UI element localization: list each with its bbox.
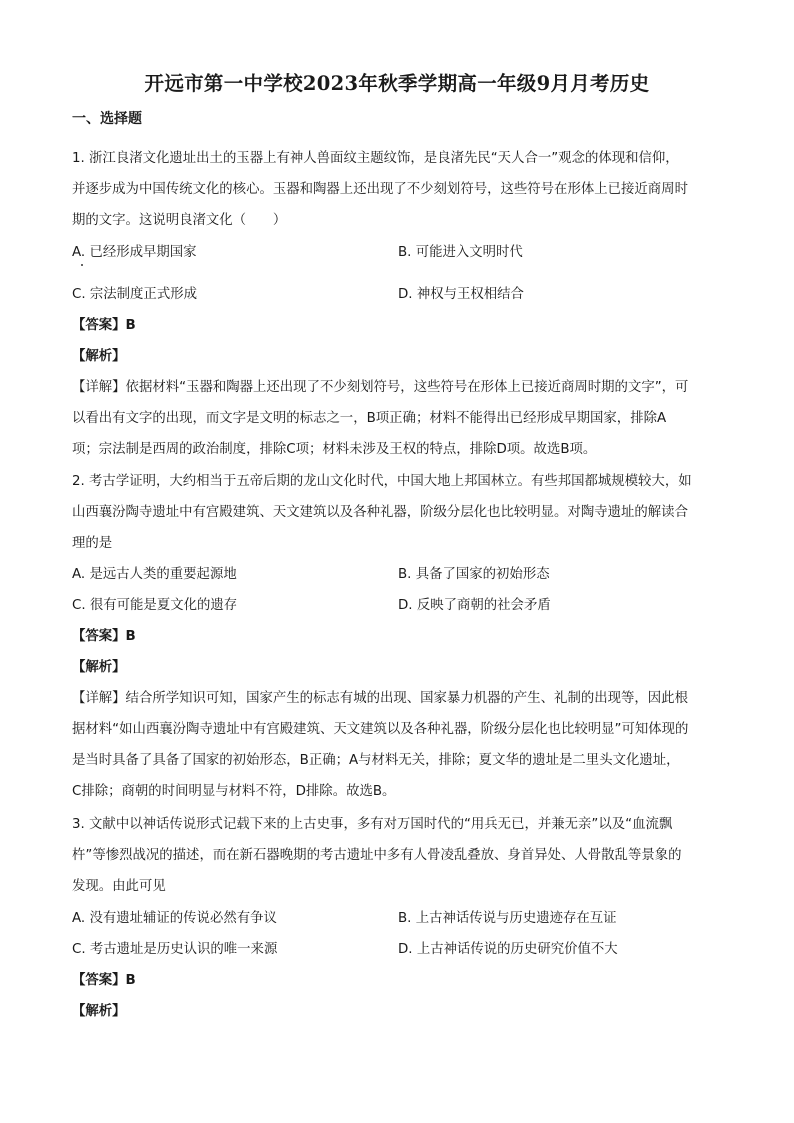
q1-answer: 【答案】B [72, 318, 136, 333]
q2-detail-line: C排除；商朝的时间明显与材料不符，D排除。故选B。 [72, 784, 396, 799]
q2-stem-line: 理的是 [72, 536, 113, 551]
q1-option-c: C. 宗法制度正式形成 [72, 287, 197, 302]
page-title: 开远市第一中学校2023年秋季学期高一年级9月月考历史 [144, 72, 650, 95]
q2-option-d: D. 反映了商朝的社会矛盾 [398, 598, 551, 613]
q1-detail-line: 【详解】依据材料“玉器和陶器上还出现了不少刻划符号，这些符号在形体上已接近商周时期的文字”，可 [72, 380, 689, 395]
section-heading: 一、选择题 [72, 111, 142, 127]
q3-stem-line: 3. 文献中以神话传说形式记载下来的上古史事，多有对万国时代的“用兵无已，并兼无亲”以及“血流飘 [72, 817, 673, 832]
q1-detail-line: 项；宗法制是西周的政治制度，排除C项；材料未涉及王权的特点，排除D项。故选B项。 [72, 442, 597, 457]
q1-detail-line: 以看出有文字的出现，而文字是文明的标志之一，B项正确；材料不能得出已经形成早期国家，排除A [72, 411, 667, 426]
q3-stem-line: 发现。由此可见 [72, 879, 166, 894]
q3-option-b: B. 上古神话传说与历史遗迹存在互证 [398, 911, 617, 926]
q2-detail-line: 是当时具备了具备了国家的初始形态，B正确；A与材料无关，排除；夏文华的遗址是二里头文化遗址， [72, 753, 680, 768]
q1-stem-line: 期的文字。这说明良渚文化（ ） [72, 213, 287, 228]
q3-option-c: C. 考古遗址是历史认识的唯一来源 [72, 942, 278, 957]
stray-dot [81, 264, 83, 266]
q3-analysis-label: 【解析】 [72, 1004, 126, 1019]
q2-option-a: A. 是远古人类的重要起源地 [72, 567, 237, 582]
q1-option-d: D. 神权与王权相结合 [398, 287, 524, 302]
q1-option-b: B. 可能进入文明时代 [398, 245, 523, 260]
q1-option-a: A. 已经形成早期国家 [72, 245, 197, 260]
q3-answer: 【答案】B [72, 973, 136, 988]
q1-stem-line: 并逐步成为中国传统文化的核心。玉器和陶器上还出现了不少刻划符号，这些符号在形体上已接近商周时 [72, 182, 688, 197]
q2-detail-line: 【详解】结合所学知识可知，国家产生的标志有城的出现、国家暴力机器的产生、礼制的出现等，因此根 [72, 691, 688, 706]
q2-option-b: B. 具备了国家的初始形态 [398, 567, 550, 582]
q2-detail-line: 据材料“如山西襄汾陶寺遗址中有宫殿建筑、天文建筑以及各种礼器，阶级分层化也比较明显”可知体现的 [72, 722, 689, 737]
q2-stem-line: 山西襄汾陶寺遗址中有宫殿建筑、天文建筑以及各种礼器，阶级分层化也比较明显。对陶寺遗址的解读合 [72, 505, 688, 520]
q3-option-d: D. 上古神话传说的历史研究价值不大 [398, 942, 618, 957]
q2-analysis-label: 【解析】 [72, 660, 126, 675]
q3-option-a: A. 没有遗址辅证的传说必然有争议 [72, 911, 277, 926]
q2-stem-line: 2. 考古学证明，大约相当于五帝后期的龙山文化时代，中国大地上邦国林立。有些邦国都城规模较大，如 [72, 474, 692, 489]
q2-answer: 【答案】B [72, 629, 136, 644]
q3-stem-line: 杵”等惨烈战况的描述，而在新石器晚期的考古遗址中多有人骨凌乱叠放、身首异处、人骨散乱等景象的 [72, 848, 682, 863]
q1-stem-line: 1. 浙江良渚文化遗址出土的玉器上有神人兽面纹主题纹饰，是良渚先民“天人合一”观念的体现和信仰， [72, 151, 679, 166]
q2-option-c: C. 很有可能是夏文化的遗存 [72, 598, 238, 613]
q1-analysis-label: 【解析】 [72, 349, 126, 364]
